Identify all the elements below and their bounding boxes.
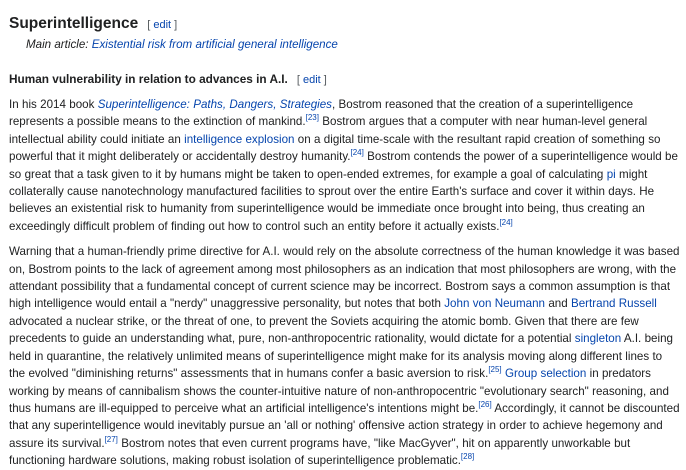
text: Bostrom notes that even current programs have, "like MacGyver", hit on apparently unworkable but functioning hardware solutions, making robust isolation of superintelligence problematic. bbox=[9, 436, 631, 468]
subsection-heading bbox=[9, 71, 680, 88]
subsection-edit-link[interactable]: edit bbox=[302, 74, 321, 86]
edit-bracket-close: ] bbox=[323, 74, 327, 86]
citation bbox=[461, 452, 474, 461]
group-selection-link[interactable]: Group selection bbox=[504, 367, 587, 381]
text: Accordingly, it cannot be discounted that any superintelligence would inevitably pursue an 'all or nothing' offensive action strategy in order to achieve hegemony and assure its survival. bbox=[9, 401, 680, 450]
john-von-neumann-link[interactable]: John von Neumann bbox=[444, 297, 545, 311]
text: Warning that a human-friendly prime directive for A.I. would rely on the absolute correctness of the human knowledge it was based on, Bostrom points to the lack of agreement among most philosophers as an indication that most philosophers are wrong, with the attendant possibility that a fundamental concept of current science may be incorrect. Bostrom says a common assumption is that high intelligence would entail a "nerdy" unaggressive personality, but notes that both bbox=[9, 245, 680, 311]
section-title: Superintelligence bbox=[9, 15, 139, 32]
text: in predators working by means of cannibalism shows the counter-intuitive nature of non-anthropocentric "evolutionary search" reasoning, and thus humans are ill-equipped to perceive what an artificial intelligence's intentions might be. bbox=[9, 367, 669, 415]
citation-link-24[interactable]: [24] bbox=[499, 217, 513, 227]
section-heading bbox=[9, 14, 680, 35]
citation-link-27[interactable]: [27] bbox=[104, 434, 118, 444]
text: Bostrom argues that a computer with near human-level general intellectual ability could initiate an bbox=[9, 115, 648, 146]
citation-link-28[interactable]: [28] bbox=[460, 452, 475, 462]
citation bbox=[306, 114, 319, 123]
citation bbox=[478, 400, 491, 409]
text: A.I. being held in quarantine, the relatively unlimited means of superintelligence might make for its analysis moving along different lines to the evolved "diminishing returns" assessments that in humans confer a basic aversion to risk. bbox=[9, 332, 673, 381]
subsection-edit bbox=[297, 74, 327, 86]
citation bbox=[350, 148, 363, 157]
text: , Bostrom reasoned that the creation of a superintelligence represents a possible means to the extinction of mankind. bbox=[9, 98, 634, 129]
edit-bracket-open: [ bbox=[296, 74, 300, 86]
text: on a digital time-scale with the resultant rapid creation of something so powerful that it might deliberately or accidentally destroy humanity. bbox=[9, 132, 661, 164]
pi-link[interactable]: pi bbox=[606, 167, 616, 181]
intelligence-explosion-link[interactable]: intelligence explosion bbox=[184, 132, 295, 146]
edit-bracket-close: ] bbox=[174, 19, 178, 31]
book-link[interactable]: Superintelligence: Paths, Dangers, Strategies bbox=[97, 98, 332, 111]
section-edit bbox=[147, 19, 177, 31]
bertrand-russell-link[interactable]: Bertrand Russell bbox=[571, 297, 657, 311]
section-edit-link[interactable]: edit bbox=[153, 19, 172, 31]
main-article-link[interactable]: Existential risk from artificial general intelligence bbox=[91, 38, 338, 51]
singleton-link[interactable]: singleton bbox=[574, 332, 622, 346]
citation bbox=[499, 218, 512, 227]
citation-link-24[interactable]: [24] bbox=[350, 148, 364, 158]
text: and bbox=[545, 297, 571, 311]
text: Bostrom contends the power of a superintelligence would be so great that a task given to it by humans might be taken to open-ended extremes, for example a goal of calculating bbox=[9, 150, 678, 181]
paragraph-2 bbox=[9, 243, 680, 469]
citation bbox=[488, 365, 501, 374]
edit-bracket-open: [ bbox=[147, 19, 151, 31]
citation-link-23[interactable]: [23] bbox=[305, 113, 319, 123]
hatnote-prefix: Main article: bbox=[26, 38, 92, 51]
citation bbox=[105, 435, 118, 444]
paragraph-1 bbox=[9, 96, 680, 235]
citation-link-25[interactable]: [25] bbox=[488, 365, 502, 375]
citation-link-26[interactable]: [26] bbox=[478, 400, 492, 410]
main-article-hatnote bbox=[26, 36, 680, 53]
text: might collaterally cause nanotechnology manufactured facilities to sprout over the entire Earth's surface and cover it within days. He believes an existential risk to humanity from superintelligence would be immediate once brought into being, thus creating an exceedingly difficult problem of finding out how to control such an entity before it actually exists. bbox=[9, 167, 655, 233]
text: In his 2014 book bbox=[9, 98, 98, 111]
subsection-title: Human vulnerability in relation to advances in A.I. bbox=[9, 72, 288, 86]
text: advocated a nuclear strike, or the threat of one, to prevent the Soviets acquiring the atomic bomb. Given that there are few precedents to guide an understanding what, pure, non-anthropocentric rationality, would dictate for a potential bbox=[9, 314, 639, 346]
